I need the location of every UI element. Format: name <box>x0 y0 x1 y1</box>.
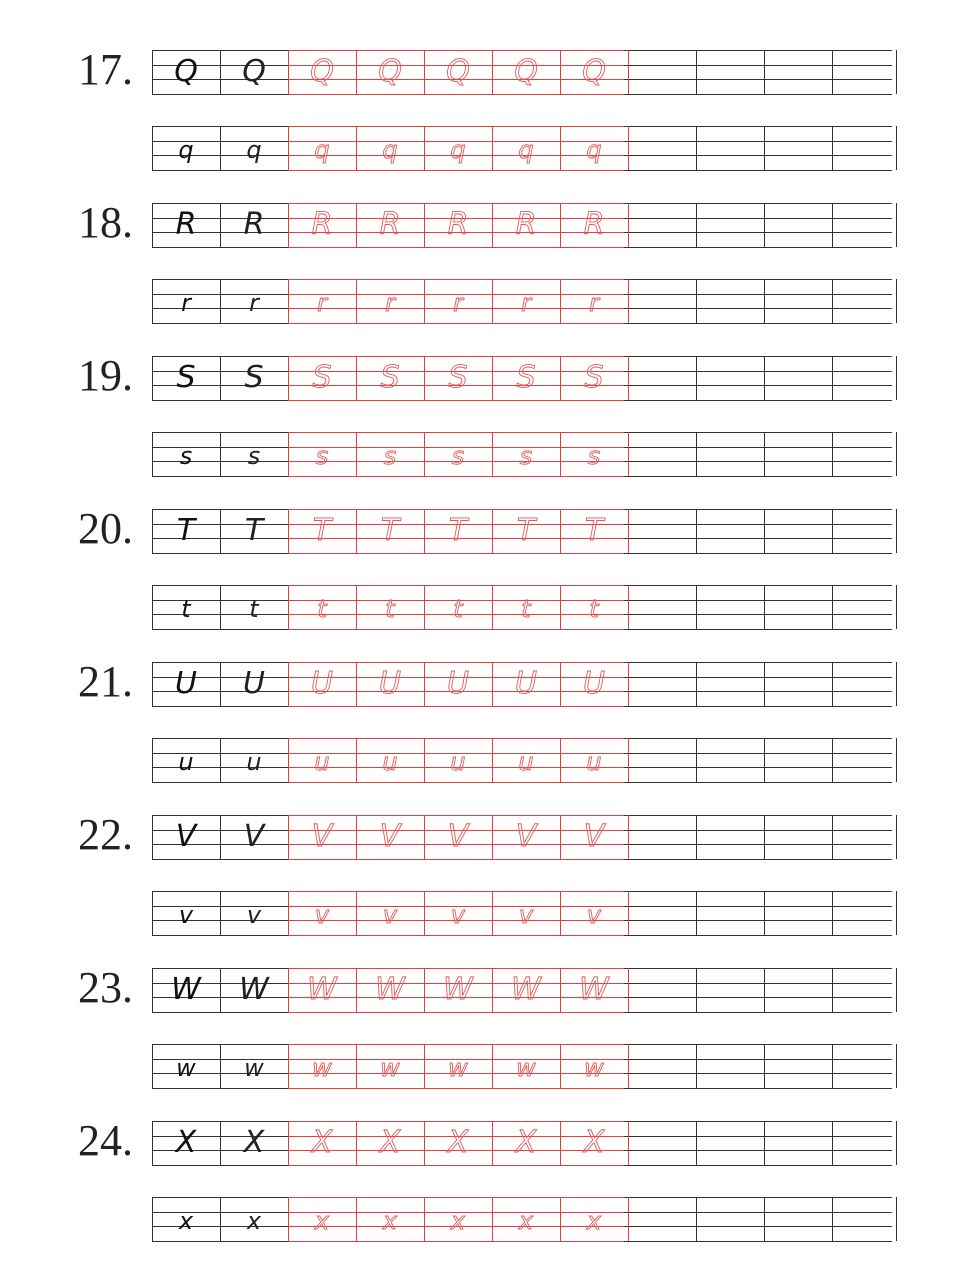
trace-letter: W <box>307 972 337 1007</box>
trace-ruling-line <box>288 1165 624 1166</box>
blank-practice-cell[interactable] <box>696 662 764 706</box>
trace-letter: Q <box>514 54 538 89</box>
trace-letter: X <box>515 1125 537 1160</box>
blank-practice-cell[interactable] <box>696 1121 764 1165</box>
trace-letter: V <box>583 819 605 854</box>
model-letter: Q <box>174 54 198 89</box>
trace-letter: U <box>379 666 401 701</box>
model-letter: q <box>178 136 194 164</box>
trace-letter: t <box>589 595 599 623</box>
trace-letter: R <box>447 207 469 242</box>
trace-letter: R <box>379 207 401 242</box>
blank-practice-cell[interactable] <box>628 432 696 476</box>
lowercase-practice-row <box>152 738 892 782</box>
stroke-guide-letter: T <box>244 513 264 548</box>
trace-letter: x <box>450 1207 466 1235</box>
trace-letter: T <box>380 513 400 548</box>
exercise-number: 20. <box>78 504 133 553</box>
blank-practice-cell[interactable] <box>696 1044 764 1088</box>
trace-letter: T <box>448 513 468 548</box>
lowercase-practice-row <box>152 432 892 476</box>
trace-letter: Q <box>446 54 470 89</box>
trace-letter: W <box>443 972 473 1007</box>
blank-practice-cell[interactable] <box>832 1044 900 1088</box>
trace-letter: t <box>521 595 531 623</box>
blank-practice-cell[interactable] <box>764 126 832 170</box>
blank-practice-cell[interactable] <box>832 1121 900 1165</box>
blank-practice-cell[interactable] <box>832 50 900 94</box>
blank-practice-cell[interactable] <box>696 203 764 247</box>
stroke-guide-letter: Q <box>242 54 266 89</box>
trace-ruling-line <box>288 400 624 401</box>
trace-letter: q <box>518 136 534 164</box>
trace-letter: x <box>314 1207 330 1235</box>
trace-letter: v <box>450 901 466 929</box>
trace-ruling-line <box>288 94 624 95</box>
trace-letter: U <box>447 666 469 701</box>
uppercase-practice-row <box>152 509 892 553</box>
trace-letter: Q <box>310 54 334 89</box>
trace-letter: r <box>453 289 463 317</box>
trace-letter: s <box>383 442 397 470</box>
trace-letter: X <box>311 1125 333 1160</box>
trace-letter: R <box>311 207 333 242</box>
blank-practice-cell[interactable] <box>696 509 764 553</box>
trace-letter: t <box>453 595 463 623</box>
exercise-number: 24. <box>78 1116 133 1165</box>
trace-letter: T <box>312 513 332 548</box>
stroke-guide-letter: s <box>247 442 261 470</box>
trace-letter: u <box>314 748 330 776</box>
blank-practice-cell[interactable] <box>764 1197 832 1241</box>
trace-letter: V <box>379 819 401 854</box>
blank-practice-cell[interactable] <box>832 356 900 400</box>
trace-ruling-line <box>288 706 624 707</box>
trace-letter: S <box>312 360 332 395</box>
exercise-number: 18. <box>78 198 133 247</box>
blank-practice-cell[interactable] <box>696 356 764 400</box>
trace-ruling-line <box>288 1012 624 1013</box>
blank-practice-cell[interactable] <box>832 968 900 1012</box>
stroke-guide-letter: S <box>244 360 264 395</box>
blank-practice-cell[interactable] <box>696 432 764 476</box>
trace-letter: w <box>380 1054 400 1082</box>
lowercase-practice-row <box>152 585 892 629</box>
blank-practice-cell[interactable] <box>764 891 832 935</box>
uppercase-practice-row <box>152 968 892 1012</box>
stroke-guide-letter: r <box>249 289 259 317</box>
exercise-number: 17. <box>78 45 133 94</box>
model-letter: R <box>175 207 197 242</box>
exercise-number: 22. <box>78 810 133 859</box>
stroke-guide-letter: V <box>243 819 265 854</box>
blank-practice-cell[interactable] <box>628 356 696 400</box>
stroke-guide-letter: U <box>243 666 265 701</box>
trace-letter: W <box>579 972 609 1007</box>
blank-practice-cell[interactable] <box>628 891 696 935</box>
blank-practice-cell[interactable] <box>832 891 900 935</box>
exercise-number: 23. <box>78 963 133 1012</box>
stroke-guide-letter: W <box>239 972 269 1007</box>
trace-letter: S <box>380 360 400 395</box>
trace-ruling-line <box>288 553 624 554</box>
stroke-guide-letter: t <box>249 595 259 623</box>
blank-practice-cell[interactable] <box>696 738 764 782</box>
blank-practice-cell[interactable] <box>764 815 832 859</box>
blank-practice-cell[interactable] <box>764 356 832 400</box>
trace-ruling-line <box>288 247 624 248</box>
blank-practice-cell[interactable] <box>628 968 696 1012</box>
blank-practice-cell[interactable] <box>764 662 832 706</box>
model-letter: W <box>171 972 201 1007</box>
blank-practice-cell[interactable] <box>628 738 696 782</box>
model-letter: V <box>175 819 197 854</box>
trace-letter: r <box>589 289 599 317</box>
trace-letter: U <box>311 666 333 701</box>
trace-letter: w <box>448 1054 468 1082</box>
stroke-guide-letter: u <box>246 748 262 776</box>
trace-letter: X <box>379 1125 401 1160</box>
model-letter: s <box>179 442 193 470</box>
trace-letter: X <box>447 1125 469 1160</box>
blank-practice-cell[interactable] <box>764 509 832 553</box>
model-letter: v <box>178 901 194 929</box>
trace-letter: x <box>586 1207 602 1235</box>
model-letter: U <box>175 666 197 701</box>
blank-practice-cell[interactable] <box>832 585 900 629</box>
blank-practice-cell[interactable] <box>696 279 764 323</box>
uppercase-practice-row <box>152 203 892 247</box>
trace-letter: S <box>448 360 468 395</box>
lowercase-practice-row <box>152 1197 892 1241</box>
model-letter: w <box>176 1054 196 1082</box>
blank-practice-cell[interactable] <box>832 509 900 553</box>
blank-practice-cell[interactable] <box>832 279 900 323</box>
stroke-guide-letter: q <box>246 136 262 164</box>
lowercase-practice-row <box>152 1044 892 1088</box>
trace-letter: q <box>586 136 602 164</box>
trace-letter: u <box>518 748 534 776</box>
trace-letter: s <box>315 442 329 470</box>
trace-letter: v <box>518 901 534 929</box>
uppercase-practice-row <box>152 662 892 706</box>
blank-practice-cell[interactable] <box>832 1197 900 1241</box>
trace-letter: V <box>447 819 469 854</box>
trace-letter: s <box>451 442 465 470</box>
blank-practice-cell[interactable] <box>628 279 696 323</box>
trace-letter: Q <box>582 54 606 89</box>
trace-letter: U <box>583 666 605 701</box>
trace-letter: V <box>311 819 333 854</box>
trace-letter: v <box>382 901 398 929</box>
uppercase-practice-row <box>152 815 892 859</box>
blank-practice-cell[interactable] <box>628 815 696 859</box>
blank-practice-cell[interactable] <box>832 126 900 170</box>
stroke-guide-letter: w <box>244 1054 264 1082</box>
blank-practice-cell[interactable] <box>764 738 832 782</box>
trace-letter: Q <box>378 54 402 89</box>
model-letter: x <box>178 1207 194 1235</box>
trace-letter: v <box>586 901 602 929</box>
trace-letter: S <box>584 360 604 395</box>
trace-letter: R <box>583 207 605 242</box>
blank-practice-cell[interactable] <box>696 968 764 1012</box>
lowercase-practice-row <box>152 891 892 935</box>
model-letter: X <box>175 1125 197 1160</box>
blank-practice-cell[interactable] <box>696 50 764 94</box>
trace-letter: q <box>450 136 466 164</box>
trace-letter: T <box>516 513 536 548</box>
blank-practice-cell[interactable] <box>628 509 696 553</box>
model-letter: u <box>178 748 194 776</box>
trace-letter: w <box>312 1054 332 1082</box>
trace-letter: x <box>382 1207 398 1235</box>
uppercase-practice-row <box>152 1121 892 1165</box>
trace-letter: r <box>521 289 531 317</box>
trace-letter: u <box>450 748 466 776</box>
blank-practice-cell[interactable] <box>628 50 696 94</box>
blank-practice-cell[interactable] <box>764 279 832 323</box>
blank-practice-cell[interactable] <box>764 203 832 247</box>
blank-practice-cell[interactable] <box>696 585 764 629</box>
blank-practice-cell[interactable] <box>628 1044 696 1088</box>
model-letter: S <box>176 360 196 395</box>
blank-practice-cell[interactable] <box>832 662 900 706</box>
trace-letter: u <box>586 748 602 776</box>
stroke-guide-letter: R <box>243 207 265 242</box>
trace-letter: v <box>314 901 330 929</box>
trace-letter: s <box>519 442 533 470</box>
trace-letter: t <box>317 595 327 623</box>
trace-letter: T <box>584 513 604 548</box>
stroke-guide-letter: X <box>243 1125 265 1160</box>
trace-ruling-line <box>288 859 624 860</box>
trace-letter: S <box>516 360 536 395</box>
model-letter: r <box>181 289 191 317</box>
trace-letter: u <box>382 748 398 776</box>
blank-practice-cell[interactable] <box>832 203 900 247</box>
lowercase-practice-row <box>152 279 892 323</box>
blank-practice-cell[interactable] <box>832 738 900 782</box>
blank-practice-cell[interactable] <box>832 432 900 476</box>
exercise-number: 19. <box>78 351 133 400</box>
trace-letter: x <box>518 1207 534 1235</box>
trace-letter: q <box>314 136 330 164</box>
uppercase-practice-row <box>152 356 892 400</box>
trace-letter: R <box>515 207 537 242</box>
stroke-guide-letter: x <box>246 1207 262 1235</box>
trace-letter: w <box>584 1054 604 1082</box>
blank-practice-cell[interactable] <box>832 815 900 859</box>
trace-letter: w <box>516 1054 536 1082</box>
blank-practice-cell[interactable] <box>696 126 764 170</box>
blank-practice-cell[interactable] <box>628 203 696 247</box>
trace-letter: t <box>385 595 395 623</box>
blank-practice-cell[interactable] <box>696 891 764 935</box>
model-letter: T <box>176 513 196 548</box>
blank-practice-cell[interactable] <box>764 968 832 1012</box>
blank-practice-cell[interactable] <box>628 585 696 629</box>
stroke-guide-letter: v <box>246 901 262 929</box>
lowercase-practice-row <box>152 126 892 170</box>
blank-practice-cell[interactable] <box>628 662 696 706</box>
model-letter: t <box>181 595 191 623</box>
uppercase-practice-row <box>152 50 892 94</box>
trace-letter: r <box>385 289 395 317</box>
blank-practice-cell[interactable] <box>696 1197 764 1241</box>
blank-practice-cell[interactable] <box>628 1197 696 1241</box>
blank-practice-cell[interactable] <box>628 1121 696 1165</box>
blank-practice-cell[interactable] <box>628 126 696 170</box>
trace-letter: W <box>375 972 405 1007</box>
trace-letter: X <box>583 1125 605 1160</box>
trace-letter: V <box>515 819 537 854</box>
blank-practice-cell[interactable] <box>764 585 832 629</box>
trace-letter: q <box>382 136 398 164</box>
trace-letter: W <box>511 972 541 1007</box>
trace-letter: s <box>587 442 601 470</box>
blank-practice-cell[interactable] <box>764 50 832 94</box>
blank-practice-cell[interactable] <box>764 432 832 476</box>
blank-practice-cell[interactable] <box>696 815 764 859</box>
trace-letter: r <box>317 289 327 317</box>
exercise-number: 21. <box>78 657 133 706</box>
blank-practice-cell[interactable] <box>764 1121 832 1165</box>
blank-practice-cell[interactable] <box>764 1044 832 1088</box>
trace-letter: U <box>515 666 537 701</box>
